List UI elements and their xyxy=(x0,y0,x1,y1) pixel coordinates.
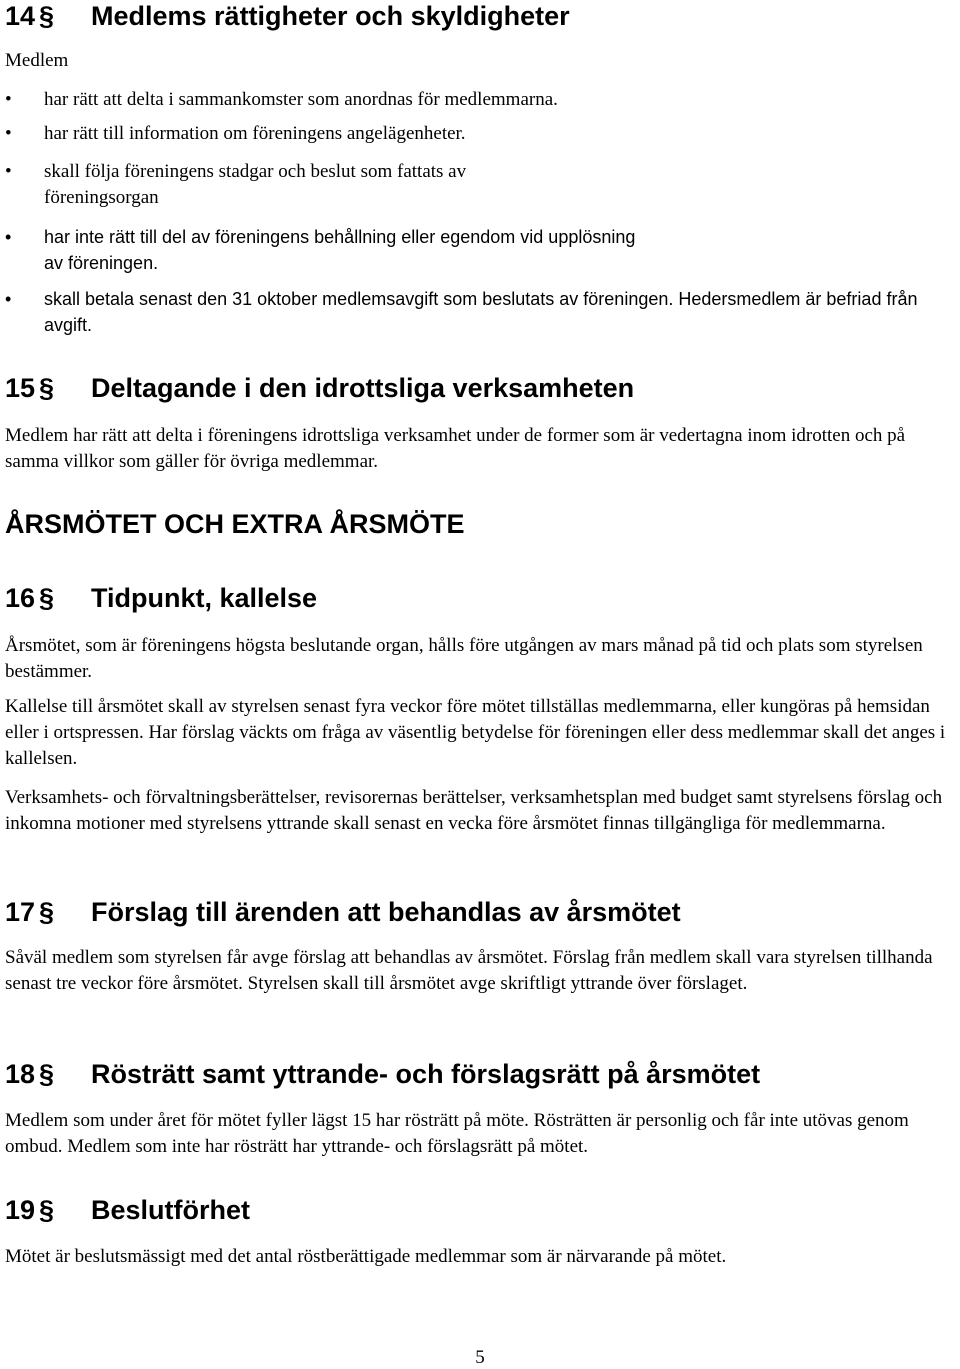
section-19-text: Mötet är beslutsmässigt med det antal röstberättigade medlemmar som är närvarande på mötet. xyxy=(5,1246,727,1267)
section-18-text: Medlem som under året för mötet fyller lägst 15 har rösträtt på möte. Rösträtten är personlig och får inte utövas genom ombud. Medlem som inte har rösträtt har yttrande- och förslagsrätt på mötet. xyxy=(5,1110,909,1157)
bullet-item xyxy=(5,121,955,147)
section-17-heading xyxy=(5,896,681,928)
section-19-heading xyxy=(5,1194,250,1226)
section-number: 18 xyxy=(5,1059,36,1089)
section-title: Beslutförhet xyxy=(91,1195,251,1225)
bullet-item xyxy=(5,286,955,338)
bullet-item xyxy=(5,159,955,211)
section-16-paragraph-1: Årsmötet, som är föreningens högsta beslutande organ, hålls före utgången av mars månad på tid och plats som styrelsen bestämmer. xyxy=(5,635,923,682)
annual-meeting-heading: ÅRSMÖTET OCH EXTRA ÅRSMÖTE xyxy=(5,509,465,539)
section-title: Medlems rättigheter och skyldigheter xyxy=(91,1,570,31)
section-18-heading xyxy=(5,1058,760,1090)
section-15-text: Medlem har rätt att delta i föreningens idrottsliga verksamhet under de former som är vedertagna inom idrotten och på samma villkor som gäller för övriga medlemmar. xyxy=(5,425,906,472)
section-title: Tidpunkt, kallelse xyxy=(91,583,318,613)
bullet-text: har rätt att delta i sammankomster som anordnas för medlemmarna. xyxy=(44,89,558,110)
member-intro: Medlem xyxy=(5,50,69,71)
section-16-paragraph-2: Kallelse till årsmötet skall av styrelsen senast fyra veckor före mötet tillställas medlemmarna, eller kungöras på hemsidan eller i ortspressen. Har förslag väckts om fråga av väsentlig betydelse för föreningen eller dess medlemmar skall det anges i kallelsen. xyxy=(5,696,946,769)
bullet-marker: • xyxy=(5,123,12,144)
section-16-paragraph-3: Verksamhets- och förvaltningsberättelser, revisorernas berättelser, verksamhetsplan med budget samt styrelsens förslag och inkomna motioner med styrelsens yttrande skall senast en vecka före årsmötet finnas tillgängliga för medlemmarna. xyxy=(5,787,943,834)
bullet-marker: • xyxy=(5,227,12,247)
section-number: 14 xyxy=(5,1,36,31)
section-17-text: Såväl medlem som styrelsen får avge förslag att behandlas av årsmötet. Förslag från medlem skall vara styrelsen tillhanda senast tre veckor före årsmötet. Styrelsen skall till årsmötet avge skriftligt yttrande över förslaget. xyxy=(5,947,933,994)
bullet-text: skall betala senast den 31 oktober medlemsavgift som beslutats av föreningen. Hedersmedlem är befriad från avgift. xyxy=(44,289,918,335)
section-symbol: § xyxy=(39,1059,55,1089)
bullet-item xyxy=(5,224,955,276)
bullet-marker: • xyxy=(5,89,12,110)
bullet-item xyxy=(5,87,955,113)
section-symbol: § xyxy=(39,1,55,31)
section-title: Rösträtt samt yttrande- och förslagsrätt på årsmötet xyxy=(91,1059,761,1089)
section-symbol: § xyxy=(39,1195,55,1225)
section-14-heading xyxy=(5,0,570,32)
bullet-marker: • xyxy=(5,289,12,309)
section-title: Deltagande i den idrottsliga verksamheten xyxy=(91,373,635,403)
bullet-text: skall följa föreningens stadgar och beslut som fattats av föreningsorgan xyxy=(44,161,467,208)
section-symbol: § xyxy=(39,373,55,403)
section-title: Förslag till ärenden att behandlas av årsmötet xyxy=(91,897,681,927)
section-symbol: § xyxy=(39,897,55,927)
page-number: 5 xyxy=(475,1347,485,1368)
section-number: 15 xyxy=(5,373,36,403)
bullet-marker: • xyxy=(5,161,12,182)
section-symbol: § xyxy=(39,583,55,613)
bullet-text: har inte rätt till del av föreningens behållning eller egendom vid upplösning av föreningen. xyxy=(44,227,636,273)
section-number: 17 xyxy=(5,897,36,927)
section-number: 16 xyxy=(5,583,36,613)
section-number: 19 xyxy=(5,1195,36,1225)
bullet-text: har rätt till information om föreningens angelägenheter. xyxy=(44,123,466,144)
section-15-heading xyxy=(5,372,634,404)
section-16-heading xyxy=(5,582,317,614)
